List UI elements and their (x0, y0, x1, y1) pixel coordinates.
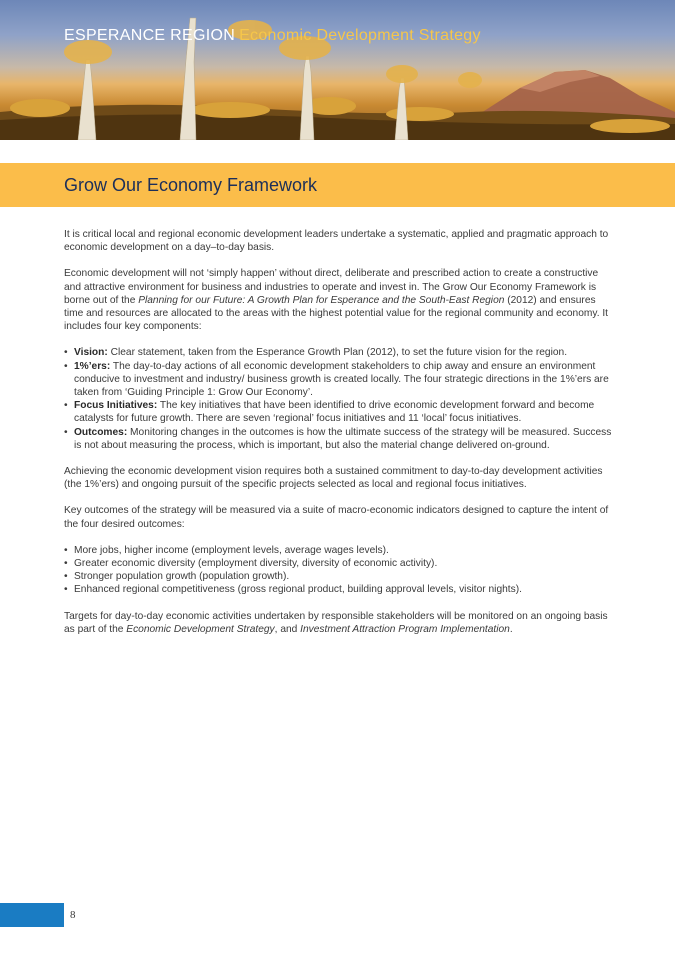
section-heading: Grow Our Economy Framework (64, 175, 318, 195)
landscape-illustration (0, 0, 675, 140)
list-item: • Enhanced regional competitiveness (gross regional product, building approval levels, visitor nights). (64, 584, 522, 596)
component-term: Outcomes: (74, 426, 128, 438)
components-list (64, 346, 612, 452)
page-number: 8 (70, 909, 76, 921)
body-content (64, 228, 612, 649)
strategy-title: Economic Development Strategy (126, 623, 275, 635)
intro-paragraph: It is critical local and regional economic development leaders undertake a systematic, applied and pragmatic approach to economic development on a day–to-day basis. (64, 229, 609, 254)
list-item: • Vision: Clear statement, taken from the Esperance Growth Plan (2012), to set the future vision for the region. (64, 347, 568, 359)
bullet-icon: • (64, 558, 68, 570)
footer-color-bar (0, 903, 64, 927)
targets-paragraph: Targets for day-to-day economic activities undertaken by responsible stakeholders will be monitored on an ongoing basis as part of the Economic Development Strategy, and Investment Attraction Program Implementation. (64, 610, 608, 635)
bullet-icon: • (64, 426, 68, 438)
list-item: • More jobs, higher income (employment levels, average wages levels). (64, 544, 389, 556)
banner-document-title: Economic Development Strategy (239, 27, 481, 44)
outcomes-list (64, 544, 612, 597)
list-item: • 1%’ers: The day-to-day actions of all economic development stakeholders to chip away and ensure an environment conducive to investment and industry/ business growth is created locally. The four strategic directions in the 1%’ers are taken from ‘Guiding Principle 1: Grow Our Economy’. (64, 360, 609, 399)
bullet-icon: • (64, 347, 68, 359)
header-banner (0, 0, 675, 140)
bullet-icon: • (64, 544, 68, 556)
bullet-icon: • (64, 571, 68, 583)
list-item: • Focus Initiatives: The key initiatives that have been identified to drive economic development forward and become catalysts for future growth. There are seven ‘regional’ focus initiatives and 11 ‘local’ focus initiatives. (64, 400, 595, 425)
outcomes-intro-paragraph: Key outcomes of the strategy will be measured via a suite of macro-economic indicators designed to capture the intent of the four desired outcomes: (64, 505, 609, 530)
bullet-icon: • (64, 400, 68, 412)
bullet-icon: • (64, 360, 68, 372)
framework-paragraph: Economic development will not ‘simply happen’ without direct, deliberate and prescribed action to create a constructive and attractive environment for business and industries to operate and invest in. The Grow Our Economy Framework is borne out of the Planning for our Future: A Growth Plan for Esperance and the South-East Region (2012) and ensures time and resources are allocated to the areas with the highest potential value for the regional community and economy. It includes four key components: (64, 268, 609, 333)
component-term: Vision: (74, 347, 108, 359)
list-item: • Greater economic diversity (employment diversity, diversity of economic activity). (64, 558, 438, 570)
commitment-paragraph: Achieving the economic development vision requires both a sustained commitment to day-to-day development activities (the 1%’ers) and ongoing pursuit of the specific projects selected as local and regional focus initiatives. (64, 466, 603, 491)
section-heading-band (0, 163, 675, 207)
list-item: • Stronger population growth (population growth). (64, 571, 290, 583)
growth-plan-title: Planning for our Future: A Growth Plan for Esperance and the South-East Region (138, 294, 505, 306)
component-term: Focus Initiatives: (74, 400, 158, 412)
component-term: 1%’ers: (74, 360, 111, 372)
banner-region: ESPERANCE REGION (64, 27, 236, 44)
program-title: Investment Attraction Program Implementation (300, 623, 510, 635)
banner-title (64, 27, 481, 45)
list-item: • Outcomes: Monitoring changes in the outcomes is how the ultimate success of the strategy will be measured. Success is not about measuring the process, which is important, but also the material change delivered on-ground. (64, 426, 612, 451)
bullet-icon: • (64, 584, 68, 596)
